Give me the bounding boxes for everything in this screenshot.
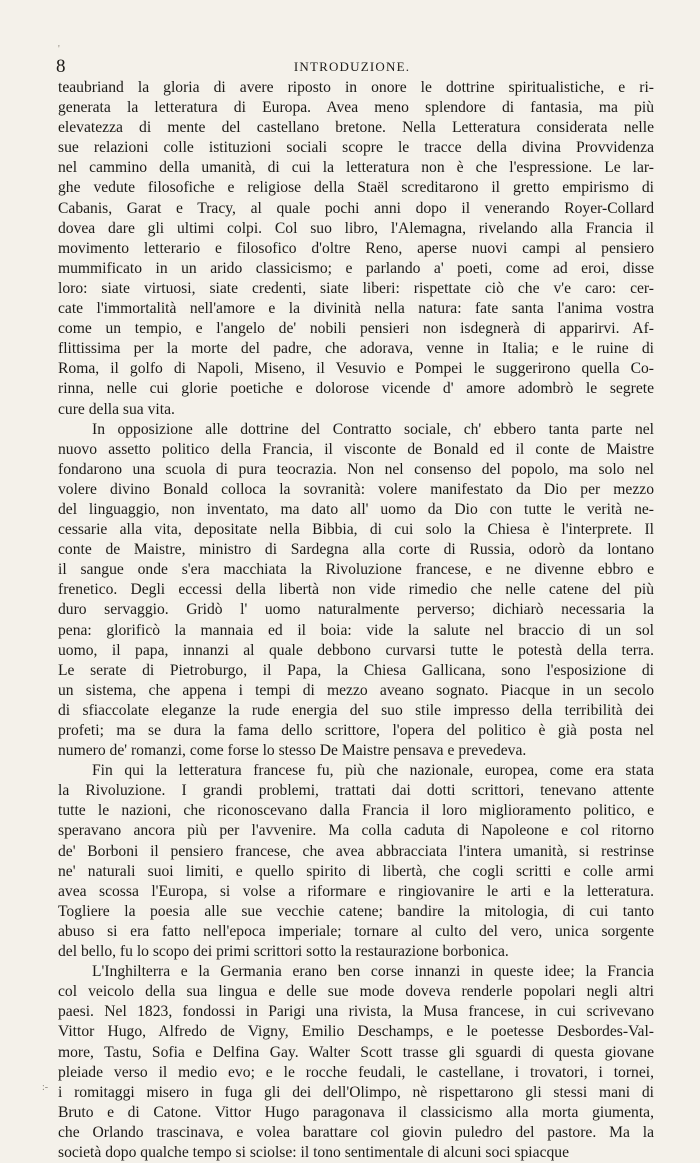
text-line: loro: siate virtuosi, siate credenti, siate liberi: rispettate ciò che v'e caro: cer- [58,279,654,297]
text-line: volere divino Bonald colloca la sovranità: volere manifestato da Dio per mezzo [58,480,654,498]
body-text [58,78,654,1163]
text-line: del linguaggio, non inventato, ma dato all' uomo da Dio con tutte le verità ne- [58,500,654,518]
text-line: speravano ancora più per l'avvenire. Ma colla caduta di Napoleone e col ritorno [58,822,654,840]
text-line: ghe vedute filosofiche e religiose della Staël screditarono il gretto empirismo di [58,179,654,197]
text-line: tutte le nazioni, che riconoscevano dalla Francia il loro miglioramento politico, e [58,802,654,820]
text-line: di sfiaccolate eleganze la rude energia del suo stile impresso della terribilità dei [58,701,654,719]
text-line: Bruto e di Catone. Vittor Hugo paragonava il classicismo alla morta giumenta, [58,1103,654,1121]
text-line: il sangue onde s'era macchiata la Rivoluzione francese, e ne divenne ebbro e [58,561,654,579]
text-line: conte de Maistre, ministro di Sardegna alla corte di Russia, odorò da lontano [58,541,654,559]
scan-speck: ' [58,44,60,55]
text-line: uomo, il papa, innanzi al quale debbono curvarsi tutte le potestà della terra. [58,641,654,659]
text-line: Le serate di Pietroburgo, il Papa, la Chiesa Gallicana, sono l'esposizione di [58,661,654,679]
text-line: come un tempio, e l'angelo de' nobili pensieri non isdegnerà di apparirvi. Af- [58,320,654,338]
text-line: de' Borboni il pensiero francese, che avea abbracciata l'intera umanità, si restrinse [58,842,654,860]
text-line: abuso si era fatto nell'epoca imperiale; tornare al culto del vero, unica sorgente [58,922,654,940]
text-line: flittissima per la morte del padre, che adorava, venne in Italia; e le ruine di [58,340,654,358]
paragraph [58,761,654,962]
scan-speck: :- [42,1082,49,1093]
text-line: frenetico. Degli eccessi della libertà non vide rimedio che nelle catene del più [58,581,654,599]
text-line: movimento letterario e filosofico d'oltre Reno, aperse nuovi campi al pensiero [58,239,654,257]
text-line: pena: glorificò la mannaia ed il boia: vide la salute nel braccio di un sol [58,621,654,639]
text-line: ne' naturali suoi limiti, e quello spirito di libertà, che cogli scritti e colle armi [58,862,654,880]
text-line: col veicolo della sua lingua e delle sue mode doveva renderle popolari negli altri [58,983,654,1001]
page-number: 8 [56,56,66,77]
text-line: che Orlando trascinava, e volea barattare col giovin puledro del pastore. Ma la [58,1123,654,1141]
text-line: cate l'immortalità nell'amore e la divinità nella natura: fate santa l'anima vostra [58,300,654,318]
text-line: i romitaggi misero in fuga gli dei dell'Olimpo, nè rispettarono gli stessi mani di [58,1083,654,1101]
text-line: L'Inghilterra e la Germania erano ben corse innanzi in queste idee; la Francia [92,963,654,981]
text-line: società dopo qualche tempo si sciolse: il tono sentimentale di alcuni soci spiacque [58,1143,569,1161]
text-line: rinna, nelle cui glorie poetiche e dolorose vicende d' amore adombrò le segrete [58,380,654,398]
text-line: cure della sua vita. [58,400,175,418]
text-line: la Rivoluzione. I grandi problemi, trattati dai dotti scrittori, tenevano attente [58,782,654,800]
text-line: pleiade verso il medio evo; e le rocche feudali, le castellane, i trovatori, i tornei, [58,1063,654,1081]
text-line: Cabanis, Garat e Tracy, al quale pochi anni dopo il venerando Royer-Collard [58,199,654,217]
text-line: dovea dare gli ultimi colpi. Col suo libro, l'Alemagna, rivelando alla Francia il [58,219,654,237]
text-line: sue relazioni colle istituzioni sociali scopre le tracce della divina Provvidenza [58,139,654,157]
text-line: avea scossa l'Europa, si volse a riformare e ringiovanire le arti e la letteratura. [58,882,654,900]
text-line: mummificato in un arido classicismo; e parlando a' poeti, come ad eroi, disse [58,259,654,277]
text-line: numero de' romanzi, come forse lo stesso De Maistre pensava e prevedeva. [58,742,527,760]
text-line: paesi. Nel 1823, fondossi in Parigi una rivista, la Musa francese, in cui scrivevano [58,1003,654,1021]
paragraph [58,78,654,420]
text-line: In opposizione alle dottrine del Contratto sociale, ch' ebbero tanta parte nel [92,420,654,438]
text-line: Fin qui la letteratura francese fu, più che nazionale, europea, come era stata [92,762,654,780]
text-line: un sistema, che appena i tempi di mezzo aveano sognato. Piacque in un secolo [58,681,654,699]
text-line: nuovo assetto politico della Francia, il visconte de Bonald ed il conte de Maistre [58,440,654,458]
text-line: nel cammino della umanità, di cui la letteratura non è che l'espressione. Le lar- [58,159,654,177]
text-line: Togliere la poesia alle sue vecchie catene; bandire la mitologia, di cui tanto [58,902,654,920]
paragraph [58,420,654,762]
text-line: generata la letteratura di Europa. Avea meno splendore di fantasia, ma più [58,99,654,117]
text-line: cessarie alla vita, depositate nella Bibbia, di cui solo la Chiesa è l'interprete. Il [58,521,654,539]
text-line: Roma, il golfo di Napoli, Miseno, il Vesuvio e Pompei le suggerirono quella Co- [58,360,654,378]
text-line: Vittor Hugo, Alfredo de Vigny, Emilio Deschamps, e le poetesse Desbordes-Val- [58,1023,654,1041]
text-line: profeti; ma se dura la fama dello scrittore, l'opera del politico è già posta nel [58,722,654,739]
paragraph [58,962,654,1163]
text-line: teaubriand la gloria di avere riposto in onore le dottrine spiritualistiche, e ri- [58,79,654,96]
text-line: elevatezza di mente del castellano bretone. Nella Letteratura considerata nelle [58,119,654,137]
page-header [56,56,648,78]
running-title: INTRODUZIONE. [293,59,411,74]
text-line: fondarono una scuola di pura teocrazia. Non nel consenso del popolo, ma solo nel [58,460,654,478]
text-line: duro servaggio. Gridò l' uomo naturalmente perverso; dichiarò necessaria la [58,601,654,619]
text-line: del bello, fu lo scopo dei primi scrittori sotto la restaurazione borbonica. [58,943,509,961]
text-line: more, Tastu, Sofia e Delfina Gay. Walter Scott trasse gli sguardi di questa giovane [58,1043,654,1061]
